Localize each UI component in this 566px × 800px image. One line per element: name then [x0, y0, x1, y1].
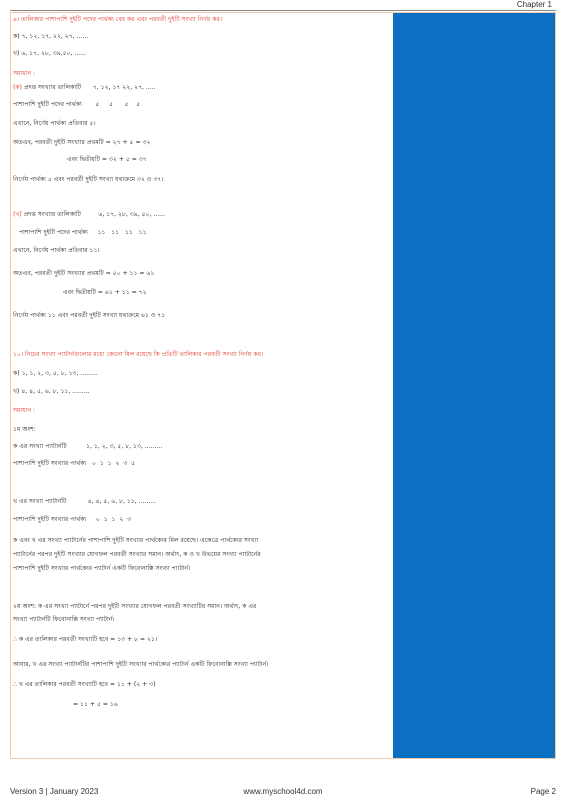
- q9a-label: (ক): [13, 84, 23, 91]
- q9b-given: [13, 211, 165, 219]
- q10-part2-line2: সংখ্যা প্যাটার্নটি ফিবোনাক্কি সংখ্যা প্যাটার্ন।: [13, 616, 115, 623]
- q10-ka-diff: পাশাপাশি দুইটি সংখ্যার পার্থক্য ০ ১ ১ ২ ৩ ৫: [13, 460, 136, 467]
- q10-part1-label: ১ম অংশ:: [13, 426, 36, 433]
- q9a-second: এবং দ্বিতীয়টি = ৩২ + ৫ = ৩৭: [67, 156, 147, 163]
- q9a-diff: পাশাপাশি দুইটি পদের পার্থক্য ৫ ৫ ৫ ৫: [13, 101, 141, 108]
- q10-solution-label: সমাধান :: [13, 407, 35, 414]
- q10-kha-next: ∴ খ এর তালিকার পরবর্তী সংখ্যাটি হবে = ১১ + (২ + ৩): [13, 681, 156, 688]
- q9b-second: এবং দ্বিতীয়টি = ৬১ + ১১ = ৭২: [63, 289, 147, 296]
- footer-version: Version 3 | January 2023: [10, 787, 99, 796]
- q9-part-b: খ) ৬, ১৭, ২৮, ৩৯,৫০, ......: [13, 50, 86, 57]
- q9b-label: (খ): [13, 211, 22, 218]
- q10-para1-line1: ক এবং খ এর সংখ্যা প্যাটার্নের পাশাপাশি দুইটি সংখ্যার পার্থক্যের মিল রয়েছে। একেত্রে পার্থক্যের সংখ্যা: [13, 537, 259, 544]
- header-rule: [10, 10, 556, 11]
- footer-website[interactable]: www.myschool4d.com: [243, 787, 323, 796]
- q10-title: ১০। নিচের সংখ্যা প্যাটার্নগুলোর মধ্যে কোনো মিল রয়েছে কি প্রতিটি তালিকার পরবর্তী সংখ্যা নির্ণয় কর।: [13, 351, 264, 358]
- q9-title: ৯। তালিকার পাশাপাশি দুইটি পদের পার্থক্য বের কর এবং পরবর্তী দুইটি সংখ্যা নির্ণয় কর।: [13, 16, 223, 23]
- q9a-first: অতএব, পরবর্তী দুইটি সংখ্যার প্রথমটি = ২৭ + ৫ = ৩২: [13, 139, 151, 146]
- q10-ka-next: ∴ ক এর তালিকার পরবর্তী সংখ্যাটি হবে = ১৩ + ৮ = ২১।: [13, 636, 158, 643]
- q9a-conclusion: নির্ণেয় পার্থক্য ৫ এবং পরবর্তী দুইটি সংখ্যা যথাক্রমে ৩২ ও ৩৭।: [13, 176, 164, 183]
- q10-kha-paragraph: আবার, খ এর সংখ্যা প্যাটার্নটির পাশাপাশি দুইটি সংখ্যার পার্থক্যের প্যাটার্ন একটি ফিবোনাক্কি সংখ্যা প্যাটার্ন।: [13, 661, 269, 668]
- q9b-first: অতএব, পরবর্তী দুইটি সংখ্যার প্রথমটি = ৫০ + ১১ = ৬১: [13, 270, 155, 277]
- content-column: [11, 13, 390, 758]
- q9b-diff: পাশাপাশি দুইটি পদের পার্থক্য ১১ ১১ ১১ ১১: [19, 229, 147, 236]
- q9a-given-text: প্রদত্ত সংখ্যার তালিকাটি ৭, ১২, ১৭ ২২, ২৭, .....: [22, 84, 156, 91]
- q10-kha-pattern: খ এর সংখ্যা প্যাটার্নটি ৪, ৪, ৫, ৬, ৮, ১১, .........: [13, 498, 157, 505]
- q10-para1-line3: পাশাপাশি দুইটি সংখ্যার পার্থক্যের প্যাটার্ন একটি ফিবোনাক্কি সংখ্যা প্যাটার্ন।: [13, 565, 191, 572]
- q10-part2-line1: ২য় অংশ: ক এর সংখ্যা প্যাটার্নে পরপর দুইটি সংখ্যার যোগফল পরবর্তী সংখ্যাটির সমান। অর্থাৎ, ক এর: [13, 603, 257, 610]
- q9-solution-label: সমাধান :: [13, 70, 35, 77]
- q9-part-a: ক) ৭, ১২, ১৭, ২২, ২৭, ......: [13, 33, 89, 40]
- side-panel: [393, 13, 555, 758]
- q10-para1-line2: প্যাটার্নের পরপর দুইটি সংখ্যার যোগফল পরবর্তী সংখ্যার সমান। অর্থাৎ, ক ও খ উভয়ের সংখ্যা প্যাটার্নের: [13, 551, 261, 558]
- q9b-note: এখানে, নির্ণেয় পার্থক্য প্রতিবার ১১।: [13, 247, 100, 254]
- q9a-note: এখানে, নির্ণেয় পার্থক্য প্রতিবার ৫।: [13, 120, 96, 127]
- q10-part-b: খ) ৪, ৪, ৫, ৬, ৮, ১১, .........: [13, 388, 90, 395]
- q10-kha-diff: পাশাপাশি দুইটি সংখ্যার পার্থক্য ০ ১ ১ ২ ৩: [13, 516, 132, 523]
- q10-part-a: ক) ১, ১, ২, ৩, ৫, ৮, ১৩, .........: [13, 370, 98, 377]
- q9a-given: [13, 84, 156, 92]
- footer-page-number: Page 2: [530, 787, 556, 796]
- q10-kha-result: = ১১ + ৫ = ১৬: [73, 701, 118, 708]
- chapter-label: Chapter 1: [516, 0, 552, 9]
- q9b-given-text: প্রদত্ত সংখ্যার তালিকাটি ৬, ১৭, ২৮, ৩৯, ৫০, ......: [21, 211, 165, 218]
- q9b-conclusion: নির্ণেয় পার্থক্য ১১ এবং পরবর্তী দুইটি সংখ্যা যথাক্রমে ৬১ ও ৭১: [13, 312, 166, 319]
- q10-ka-pattern: ক এর সংখ্যা প্যাটার্নটি ১, ১, ২, ৩, ৫, ৮, ১৩, .........: [13, 443, 163, 450]
